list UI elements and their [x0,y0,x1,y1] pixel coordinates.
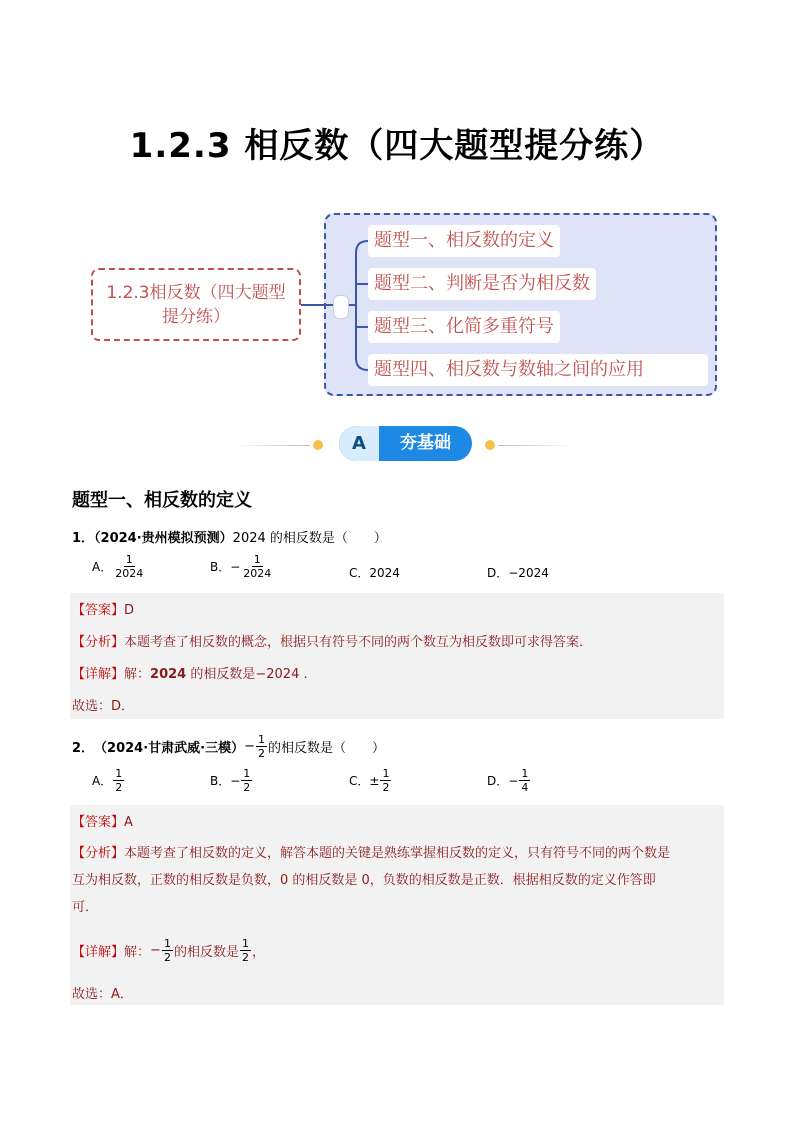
mindmap-branch-2: 题型二、判断是否为相反数 [368,268,596,300]
section-badge-letter: A [339,426,379,461]
q1-answer-block [70,593,724,719]
question-1: 1．（2024·贵州模拟预测）2024 的相反数是（ ） [72,531,387,546]
q1-option-a: A． $\frac{1}{2024}$ [92,553,144,580]
section-badge-text: 夯基础 [400,433,451,453]
q2-option-b: B． − $\frac{1}{2}$ [210,767,251,794]
mindmap-branch-1: 题型一、相反数的定义 [368,225,560,257]
q2-option-c: C． ± $\frac{1}{2}$ [349,767,390,794]
q1-analysis: 【分析】本题考查了相反数的概念，根据只有符号不同的两个数互为相反数即可求得答案． [72,635,593,650]
q2-analysis-line-3: 可． [72,900,99,915]
q1-choose: 故选：D． [72,699,135,714]
q1-option-c: C． 2024 [349,565,400,580]
branch-connector [347,240,368,370]
section-divider-left [235,445,310,446]
section-dot-left [313,440,323,450]
q2-analysis-line-2: 互为相反数，正数的相反数是负数，0 的相反数是 0，负数的相反数是正数．根据相反数的定义作答即 [72,873,656,888]
page-title: 1.2.3 相反数（四大题型提分练） [129,126,665,166]
section-divider-right [498,445,573,446]
collapse-knob[interactable] [333,295,349,319]
q1-option-d: D． −2024 [487,565,549,580]
section-heading: 题型一、相反数的定义 [72,490,252,511]
section-dot-right [485,440,495,450]
q1-answer: 【答案】D [72,603,135,618]
q2-detail: 【详解】 解： − $\frac{1}{2}$ 的相反数是 $\frac{1}{2}$ ， [72,937,265,964]
mindmap-branch-3: 题型三、化简多重符号 [368,311,560,343]
q2-answer: 【答案】A [72,815,133,830]
q2-answer-block [70,805,724,1005]
mindmap-branch-4: 题型四、相反数与数轴之间的应用 [368,354,708,386]
q2-analysis-line-1: 【分析】本题考查了相反数的定义，解答本题的关键是熟练掌握相反数的定义，只有符号不同的两个数是 [72,846,671,861]
q1-detail: 【详解】解：2024 的相反数是−2024 . [72,667,308,682]
q1-option-b: B． − $\frac{1}{2024}$ [210,553,272,580]
q2-option-d: D． − $\frac{1}{4}$ [487,767,529,794]
q2-choose: 故选：A． [72,987,133,1002]
question-2: 2． （2024·甘肃武威·三模） − $\frac{1}{2}$ 的相反数是（ ） [72,733,386,760]
section-badge [339,426,472,461]
mindmap-root: 1.2.3相反数（四大题型提分练） [91,268,301,341]
q2-option-a: A． $\frac{1}{2}$ [92,767,123,794]
